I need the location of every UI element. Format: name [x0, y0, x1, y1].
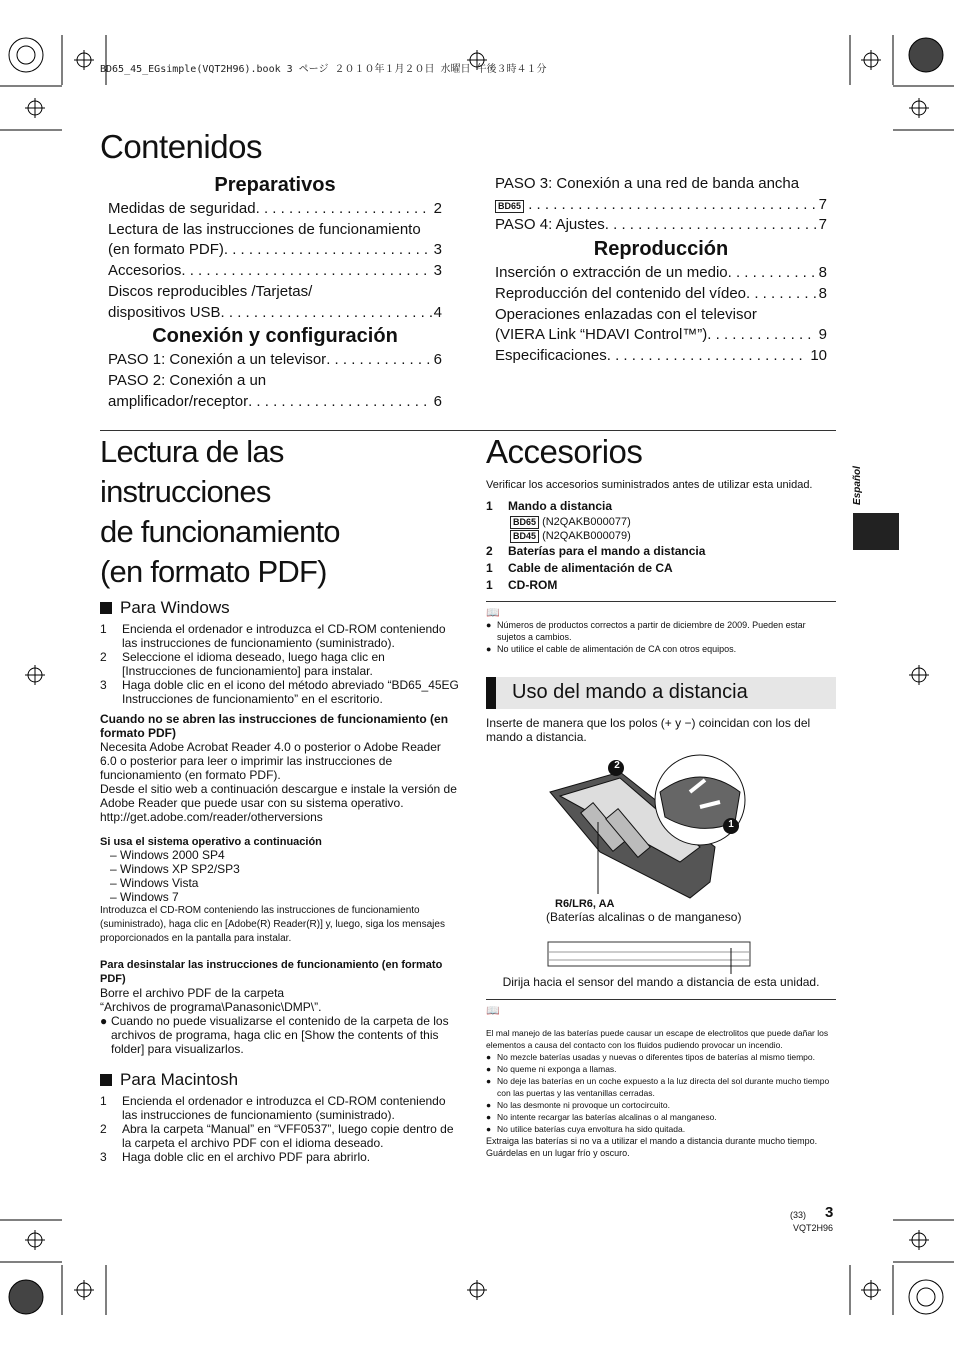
remote-battery-illustration	[540, 752, 780, 900]
toc-reproduccion-list	[495, 263, 827, 367]
accessory-qty: 1	[486, 578, 493, 592]
print-header-line: BD65_45_EGsimple(VQT2H96).book 3 ページ ２０１０年１月２０日 水曜日 午後３時４１分	[100, 64, 547, 75]
toc-entry[interactable]	[495, 284, 827, 305]
no-open-heading: Cuando no se abren las instrucciones de funcionamiento (en formato PDF)	[100, 712, 449, 740]
toc-paso3-entry[interactable]	[495, 195, 827, 216]
toc-page: 7	[818, 195, 827, 213]
no-open-text: Necesita Adobe Acrobat Reader 4.0 o posterior o Adobe Reader 6.0 o posterior para leer o imprimir las instrucciones de funcionamiento (en formato PDF).	[100, 740, 441, 782]
model-code: (N2QAKB000077)	[542, 516, 631, 528]
windows-steps	[100, 622, 460, 706]
accessory-item	[486, 543, 836, 560]
toc-entry[interactable]	[108, 199, 442, 220]
toc-entry[interactable]	[108, 350, 442, 371]
side-tab-block	[853, 513, 899, 550]
toc-left-column	[108, 174, 442, 412]
step-text: Haga doble clic en el archivo PDF para abrirlo.	[122, 1150, 371, 1164]
toc-entry-text: (en formato PDF)	[108, 241, 224, 259]
uninstall-bullet: ● Cuando no puede visualizarse el contenido de la carpeta de los archivos de programa, haga clic en [Show the contents of this folder] para visualizarlos.	[100, 1014, 449, 1056]
toc-page: 7	[818, 216, 827, 234]
toc-entry[interactable]	[495, 346, 827, 367]
toc-entry[interactable]	[108, 261, 442, 282]
mando-heading: Uso del mando a distancia	[512, 681, 748, 703]
section-divider	[100, 430, 836, 431]
toc-paso3-line[interactable]: PASO 3: Conexión a una red de banda ancha	[495, 175, 800, 192]
accesorios-intro: Verificar los accesorios suministrados antes de utilizar esta unidad.	[486, 479, 813, 491]
adobe-url-link[interactable]: http://get.adobe.com/reader/otherversions	[100, 810, 323, 824]
os-item: – Windows XP SP2/SP3	[110, 862, 240, 876]
toc-page: 9	[818, 326, 827, 344]
step-item	[100, 678, 460, 706]
toc-entry-text: PASO 1: Conexión a un televisor	[108, 351, 327, 369]
step-1-marker: 1	[728, 819, 734, 830]
bullet-item: ● No intente recargar las baterías alcalinas o al manganeso.	[486, 1112, 717, 1122]
uninstall-heading: Para desinstalar las instrucciones de funcionamiento (en formato PDF)	[100, 959, 443, 985]
toc-entry-text: dispositivos USB	[108, 303, 221, 321]
model-code: (N2QAKB000079)	[542, 530, 631, 542]
accessory-name: Mando a distancia	[508, 499, 613, 513]
toc-entry-text: (VIERA Link “HDAVI Control™”)	[495, 326, 708, 344]
contents-title: Contenidos	[100, 128, 262, 165]
lectura-title-line: Lectura de las instrucciones	[100, 434, 284, 509]
toc-page: 8	[818, 284, 827, 302]
square-bullet-icon	[100, 1074, 112, 1086]
toc-page: 8	[818, 264, 827, 282]
mac-heading: Para Macintosh	[100, 1070, 460, 1090]
mando-intro: Inserte de manera que los polos (+ y −) coincidan con los del mando a distancia.	[486, 716, 811, 744]
toc-entry-text: Discos reproducibles /Tarjetas/	[108, 282, 313, 300]
toc-entry[interactable]	[108, 371, 442, 392]
step-text: Encienda el ordenador e introduzca el CD-ROM conteniendo las instrucciones de funcionamiento (suministrado).	[122, 622, 446, 650]
accessory-name: Baterías para el mando a distancia	[508, 544, 706, 558]
toc-entry-text: PASO 4: Ajustes	[495, 216, 605, 234]
bullet-item: ● Números de productos correctos a partir de diciembre de 2009. Pueden estar sujetos a cambios.	[486, 620, 806, 642]
download-text: Desde el sitio web a continuación descargue e instale la versión de Adobe Reader que puede usar con su sistema operativo.	[100, 782, 457, 810]
accessory-name: CD-ROM	[508, 578, 558, 592]
os-list	[100, 848, 460, 904]
toc-reproduccion-heading: Reproducción	[593, 238, 729, 261]
sensor-caption: Dirija hacia el sensor del mando a distancia de esta unidad.	[502, 975, 820, 989]
toc-entry[interactable]	[495, 325, 827, 346]
model-row	[486, 515, 836, 529]
accessory-qty: 2	[486, 544, 493, 558]
model-row	[486, 529, 836, 543]
step-number: 3	[100, 678, 107, 692]
step-number: 3	[100, 1150, 107, 1164]
toc-conexion-heading: Conexión y configuración	[152, 325, 398, 348]
step-2-marker: 2	[614, 760, 620, 771]
toc-page: 3	[433, 241, 442, 259]
toc-entry[interactable]	[108, 220, 442, 241]
toc-entry-text: Accesorios	[108, 262, 182, 280]
step-number: 1	[100, 1094, 107, 1108]
toc-entry[interactable]	[495, 263, 827, 284]
step-number: 2	[100, 650, 107, 664]
battery-warning	[486, 1027, 836, 1159]
lectura-title-line: de funcionamiento	[100, 514, 340, 549]
toc-entry-text: amplificador/receptor	[108, 392, 249, 410]
mac-steps	[100, 1094, 460, 1164]
warning-end: Extraiga las baterías si no va a utilizar el mando a distancia durante mucho tiempo. Guárdelas en un lugar frío y oscuro.	[486, 1136, 818, 1158]
step-item	[100, 1150, 460, 1164]
toc-preparativos-heading: Preparativos	[214, 174, 336, 196]
footer-ref: (33)	[790, 1210, 807, 1220]
battery-label: R6/LR6, AA	[555, 898, 615, 910]
step-item	[100, 622, 460, 650]
footer-code: VQT2H96	[793, 1223, 834, 1233]
step-text: Encienda el ordenador e introduzca el CD-ROM conteniendo las instrucciones de funcionamiento (suministrado).	[122, 1094, 446, 1122]
square-bullet-icon	[100, 602, 112, 614]
divider	[486, 601, 836, 602]
step-item	[100, 650, 460, 678]
bullet-item: ● No las desmonte ni provoque un cortocircuito.	[486, 1100, 670, 1110]
os-heading: Si usa el sistema operativo a continuación	[100, 836, 322, 848]
uninstall-text-1: Borre el archivo PDF de la carpeta	[100, 986, 285, 1000]
toc-entry[interactable]	[108, 282, 442, 303]
toc-entry-text: Operaciones enlazadas con el televisor	[495, 305, 757, 323]
accessory-item	[486, 577, 836, 594]
os-item: – Windows 7	[110, 890, 179, 904]
accesorios-title: Accesorios	[486, 433, 643, 470]
bullet-item: ● No mezcle baterías usadas y nuevas o diferentes tipos de baterías al mismo tiempo.	[486, 1052, 815, 1062]
bullet-item: ● No utilice el cable de alimentación de CA con otros equipos.	[486, 644, 737, 654]
toc-conexion-list	[108, 350, 442, 412]
step-number: 1	[100, 622, 107, 636]
toc-entry-text: Lectura de las instrucciones de funcionamiento	[108, 220, 421, 238]
toc-page: 3	[433, 262, 442, 280]
model-badge: BD45	[510, 530, 539, 543]
bullet-item: ● No deje las baterías en un coche expuesto a la luz directa del sol durante mucho tiempo con las puertas y las ventanillas cerradas.	[486, 1076, 830, 1098]
model-badge: BD65	[510, 516, 539, 529]
step-number: 2	[100, 1122, 107, 1136]
toc-page: 2	[433, 200, 442, 217]
toc-page: 10	[810, 346, 827, 364]
toc-entry[interactable]	[108, 303, 442, 324]
windows-heading: Para Windows	[100, 598, 460, 618]
divider	[486, 999, 836, 1000]
toc-right-column	[495, 174, 827, 367]
lectura-title	[100, 432, 460, 592]
note-book-icon: 📖	[486, 607, 500, 619]
toc-entry[interactable]	[495, 305, 827, 326]
accessory-qty: 1	[486, 561, 493, 575]
toc-entry-text: Inserción o extracción de un medio	[495, 264, 728, 282]
toc-entry-text: PASO 2: Conexión a un	[108, 371, 267, 389]
toc-entry[interactable]	[108, 240, 442, 261]
accessory-qty: 1	[486, 499, 493, 513]
accessory-list	[486, 498, 836, 594]
lectura-title-line: (en formato PDF)	[100, 554, 327, 589]
accessory-notes	[486, 619, 836, 655]
step-text: Seleccione el idioma deseado, luego haga clic en [Instrucciones de funcionamiento] para instalar.	[122, 650, 385, 678]
uninstall-text-2: “Archivos de programa\Panasonic\DMP\”.	[100, 1000, 322, 1014]
language-side-tab: Español	[851, 466, 863, 505]
accessory-name: Cable de alimentación de CA	[508, 561, 673, 575]
toc-entry-text: Medidas de seguridad	[108, 200, 256, 217]
battery-desc: (Baterías alcalinas o de manganeso)	[546, 910, 742, 924]
accessory-item	[486, 560, 836, 577]
bullet-item: ● No utilice baterías cuya envoltura ha sido quitada.	[486, 1124, 686, 1134]
toc-entry-text: Especificaciones	[495, 346, 607, 364]
note-book-icon: 📖	[486, 1005, 500, 1017]
toc-entry-text: Reproducción del contenido del vídeo	[495, 284, 747, 302]
step-text: Haga doble clic en el icono del método abreviado “BD65_45EG Instrucciones de funcionamiento” en el escritorio.	[122, 678, 459, 706]
toc-entry[interactable]	[108, 392, 442, 413]
toc-page: 6	[433, 351, 442, 369]
step-text: Abra la carpeta “Manual” en “VFF0537”, luego copie dentro de la carpeta el archivo PDF con el idioma deseado.	[122, 1122, 454, 1150]
page-number: 3	[825, 1204, 834, 1221]
toc-paso4-entry[interactable]	[495, 215, 827, 236]
accessory-item	[486, 498, 836, 515]
toc-preparativos-list	[108, 199, 442, 323]
step-item	[100, 1122, 460, 1150]
toc-page: 4	[433, 303, 442, 321]
bullet-item: ● No queme ni exponga a llamas.	[486, 1064, 617, 1074]
player-front-illustration	[546, 940, 754, 974]
lectura-section	[100, 432, 460, 1164]
accesorios-section	[486, 432, 836, 655]
warning-bullets	[486, 1051, 836, 1135]
os-item: – Windows 2000 SP4	[110, 848, 225, 862]
step-item	[100, 1094, 460, 1122]
bd65-badge: BD65	[495, 200, 524, 213]
toc-page: 6	[433, 392, 442, 410]
os-text: Introduzca el CD-ROM conteniendo las instrucciones de funcionamiento (suministrado), haga clic en [Adobe(R) Reader(R)] y, luego, siga los mensajes proporcionados en la pantalla para instalar.	[100, 905, 445, 944]
os-item: – Windows Vista	[110, 876, 199, 890]
warning-intro: El mal manejo de las baterías puede causar un escape de electrolitos que puede dañar los elementos a causa del contacto con los fluidos pudiendo provocar un incendio.	[486, 1028, 829, 1050]
mando-heading-bar	[486, 677, 836, 709]
